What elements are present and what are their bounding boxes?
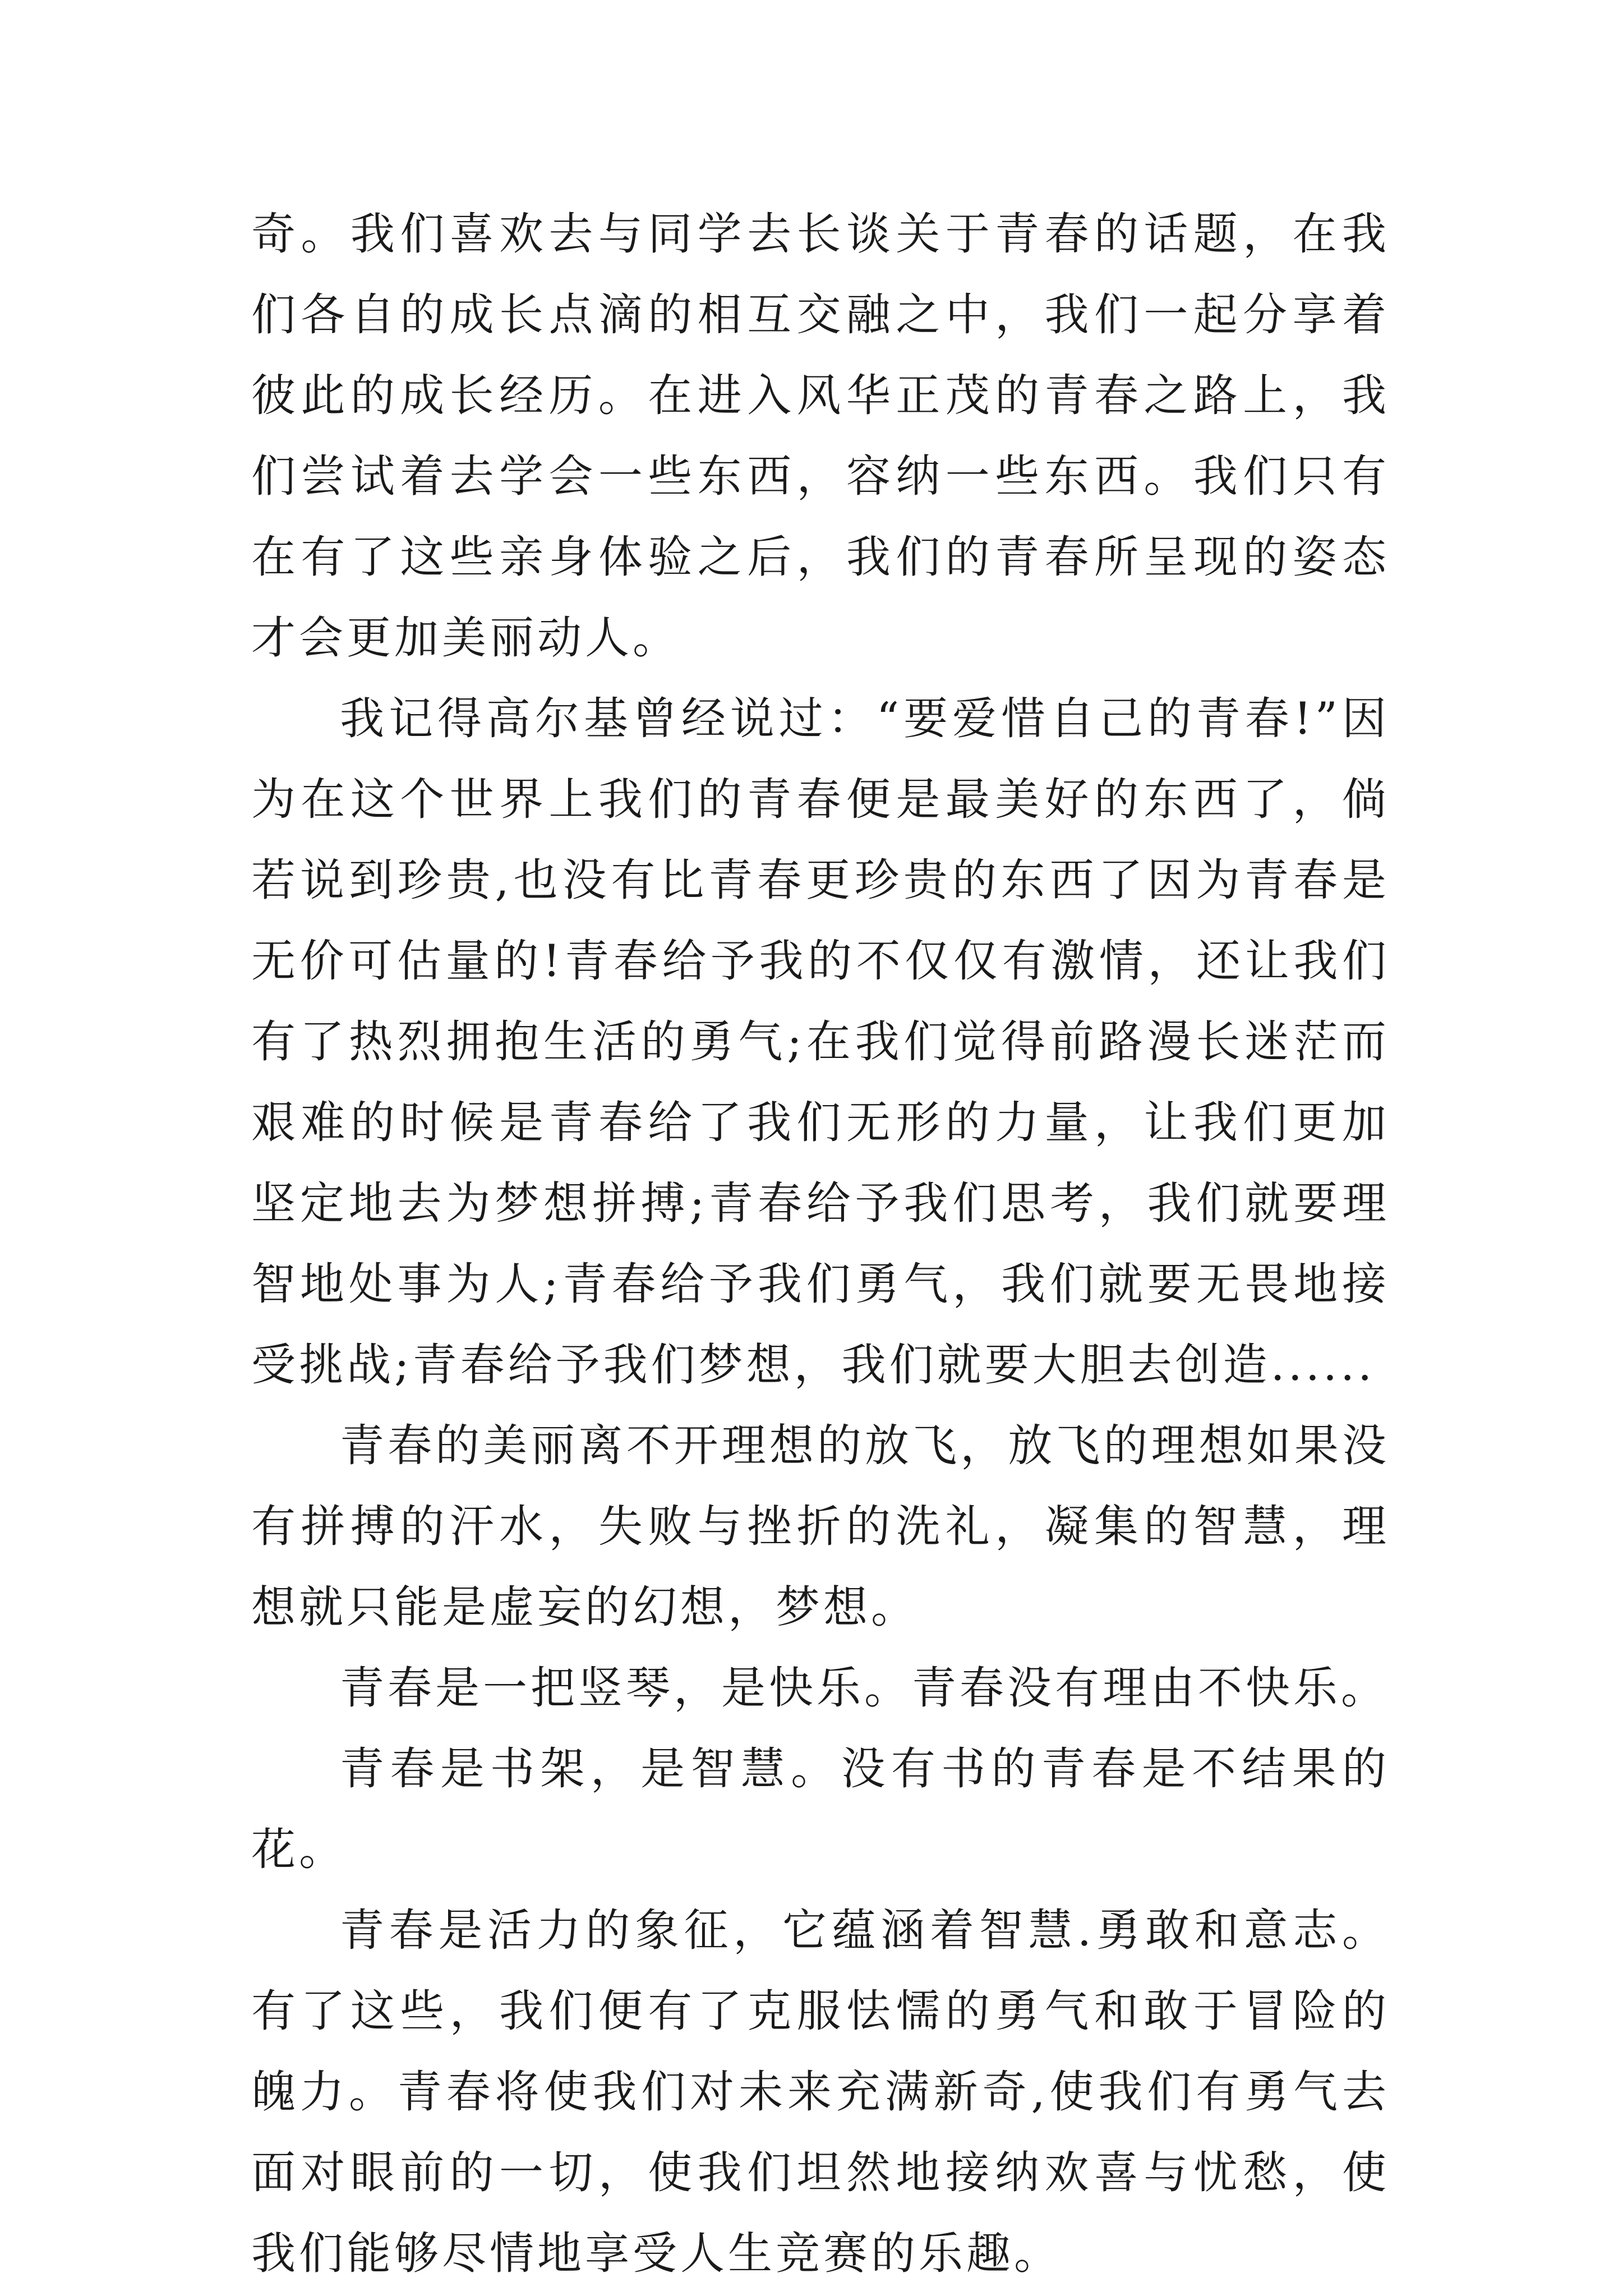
paragraph-2: 我记得高尔基曾经说过：“要爱惜自己的青春!”因为在这个世界上我们的青春便是最美好的东西了，倘若说到珍贵,也没有比青春更珍贵的东西了因为青春是无价可估量的!青春给予我的不仅仅有激情，还让我们有了热烈拥抱生活的勇气;在我们觉得前路漫长迷茫而艰难的时候是青春给了我们无形的力量，让我们更加坚定地去为梦想拼搏;青春给予我们思考，我们就要理智地处事为人;青春给予我们勇气，我们就要无畏地接受挑战;青春给予我们梦想，我们就要大胆去创造......	[251, 693, 1390, 1391]
paragraph-6: 青春是活力的象征，它蕴涵着智慧.勇敢和意志。有了这些，我们便有了克服怯懦的勇气和敢于冒险的魄力。青春将使我们对未来充满新奇,使我们有勇气去面对眼前的一切，使我们坦然地接纳欢喜与忧愁，使我们能够尽情地享受人生竞赛的乐趣。	[251, 1904, 1390, 2279]
paragraph-5: 青春是书架，是智慧。没有书的青春是不结果的花。	[251, 1743, 1390, 1875]
document-body	[251, 194, 1390, 2294]
paragraph-4: 青春是一把竖琴，是快乐。青春没有理由不快乐。	[340, 1662, 1389, 1714]
paragraph-1: 奇。我们喜欢去与同学去长谈关于青春的话题，在我们各自的成长点滴的相互交融之中，我们一起分享着彼此的成长经历。在进入风华正茂的青春之路上，我们尝试着去学会一些东西，容纳一些东西。我们只有在有了这些亲身体验之后，我们的青春所呈现的姿态才会更加美丽动人。	[251, 208, 1390, 664]
paragraph-3: 青春的美丽离不开理想的放飞，放飞的理想如果没有拼搏的汗水，失败与挫折的洗礼，凝集的智慧，理想就只能是虚妄的幻想，梦想。	[251, 1420, 1390, 1633]
